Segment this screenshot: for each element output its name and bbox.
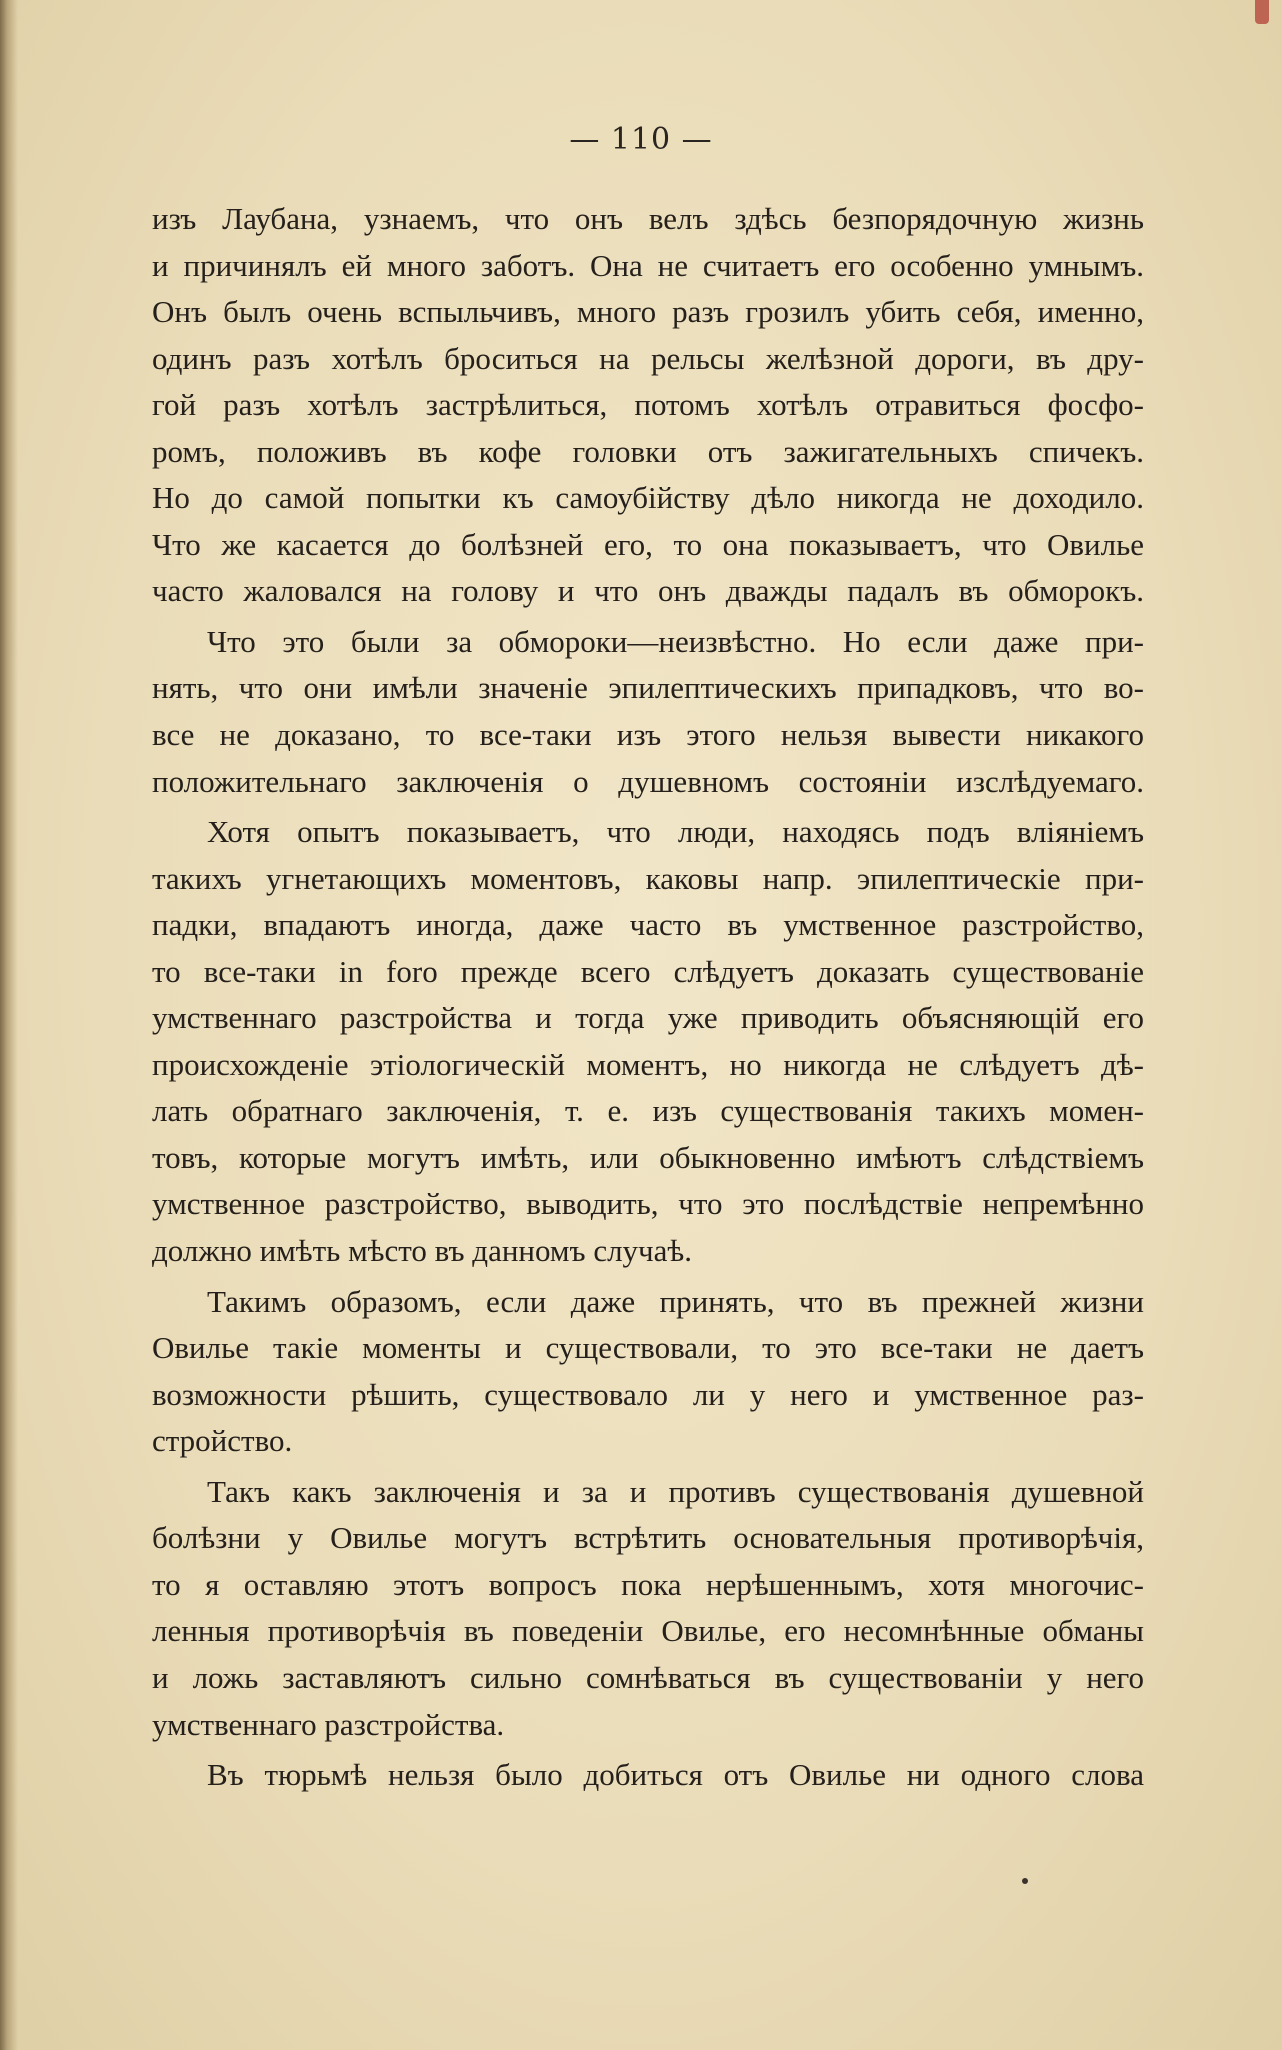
text-line: товъ, которые могутъ имѣть, или обыкновенно имѣютъ слѣдствіемъ xyxy=(152,1139,1144,1175)
paragraph xyxy=(152,809,1144,1274)
page-number: — 110 — xyxy=(569,122,713,157)
text-line: происхожденіе этіологическій моментъ, но никогда не слѣдуетъ дѣ- xyxy=(152,1046,1144,1082)
text-line: Такимъ образомъ, если даже принять, что въ прежней жизни xyxy=(207,1283,1144,1319)
text-line: умственнаго разстройства. xyxy=(152,1706,505,1742)
text-line: ленныя противорѣчія въ поведеніи Овилье, его несомнѣнные обманы xyxy=(152,1613,1144,1649)
text-line: Въ тюрьмѣ нельзя было добиться отъ Овилье ни одного слова xyxy=(207,1757,1144,1793)
text-line: все не доказано, то все-таки изъ этого нельзя вывести никакого xyxy=(152,717,1144,753)
text-line: Хотя опытъ показываетъ, что люди, находясь подъ вліяніемъ xyxy=(207,814,1144,850)
text-line: должно имѣть мѣсто въ данномъ случаѣ. xyxy=(152,1233,692,1269)
text-line: то я оставляю этотъ вопросъ пока нерѣшеннымъ, хотя многочис- xyxy=(152,1566,1144,1602)
text-line: и ложь заставляютъ сильно сомнѣваться въ существованіи у него xyxy=(152,1659,1144,1695)
text-line: стройство. xyxy=(152,1423,293,1459)
text-line: лать обратнаго заключенія, т. е. изъ существованія такихъ момен- xyxy=(152,1093,1144,1129)
text-line: возможности рѣшить, существовало ли у него и умственное раз- xyxy=(152,1376,1144,1412)
text-line: умственнаго разстройства и тогда уже приводить объясняющій его xyxy=(152,1000,1144,1036)
paragraph xyxy=(152,1469,1144,1748)
text-line: ромъ, положивъ въ кофе головки отъ зажигательныхъ спичекъ. xyxy=(152,433,1144,469)
body-text xyxy=(152,196,1144,1799)
text-line: нять, что они имѣли значеніе эпилептическихъ припадковъ, что во- xyxy=(152,670,1144,706)
text-line: положительнаго заключенія о душевномъ состояніи изслѣдуемаго. xyxy=(152,763,1144,799)
paragraph xyxy=(152,619,1144,805)
text-line: одинъ разъ хотѣлъ броситься на рельсы желѣзной дороги, въ дру- xyxy=(152,340,1144,376)
text-line: такихъ угнетающихъ моментовъ, каковы напр. эпилептическіе при- xyxy=(152,860,1144,896)
text-line: Что это были за обмороки—неизвѣстно. Но если даже при- xyxy=(207,623,1144,659)
text-line: Онъ былъ очень вспыльчивъ, много разъ грозилъ убить себя, именно, xyxy=(152,294,1144,330)
text-line: гой разъ хотѣлъ застрѣлиться, потомъ хотѣлъ отравиться фосфо- xyxy=(152,387,1144,423)
text-line: Что же касается до болѣзней его, то она показываетъ, что Овилье xyxy=(152,526,1144,562)
paragraph xyxy=(152,1279,1144,1465)
binding-edge xyxy=(0,0,18,2050)
text-line: изъ Лаубана, узнаемъ, что онъ велъ здѣсь безпорядочную жизнь xyxy=(152,201,1144,236)
text-line: падки, впадаютъ иногда, даже часто въ умственное разстройство, xyxy=(152,907,1144,943)
text-line: умственное разстройство, выводить, что это послѣдствіе непремѣнно xyxy=(152,1186,1144,1222)
text-line: Такъ какъ заключенія и за и противъ существованія душевной xyxy=(207,1473,1144,1509)
ink-speck xyxy=(1022,1878,1028,1884)
text-line: часто жаловался на голову и что онъ дважды падалъ въ обморокъ. xyxy=(152,573,1144,609)
text-line: Овилье такіе моменты и существовали, то это все-таки не даетъ xyxy=(152,1330,1144,1366)
text-line: то все-таки in foro прежде всего слѣдуетъ доказать существованіе xyxy=(152,953,1144,989)
text-line: и причинялъ ей много заботъ. Она не считаетъ его особенно умнымъ. xyxy=(152,247,1144,283)
text-line: болѣзни у Овилье могутъ встрѣтить основательныя противорѣчія, xyxy=(152,1520,1144,1556)
paragraph xyxy=(152,1752,1144,1799)
paragraph xyxy=(152,196,1144,615)
text-line: Но до самой попытки къ самоубійству дѣло никогда не доходило. xyxy=(152,480,1144,516)
library-mark xyxy=(1255,0,1269,24)
